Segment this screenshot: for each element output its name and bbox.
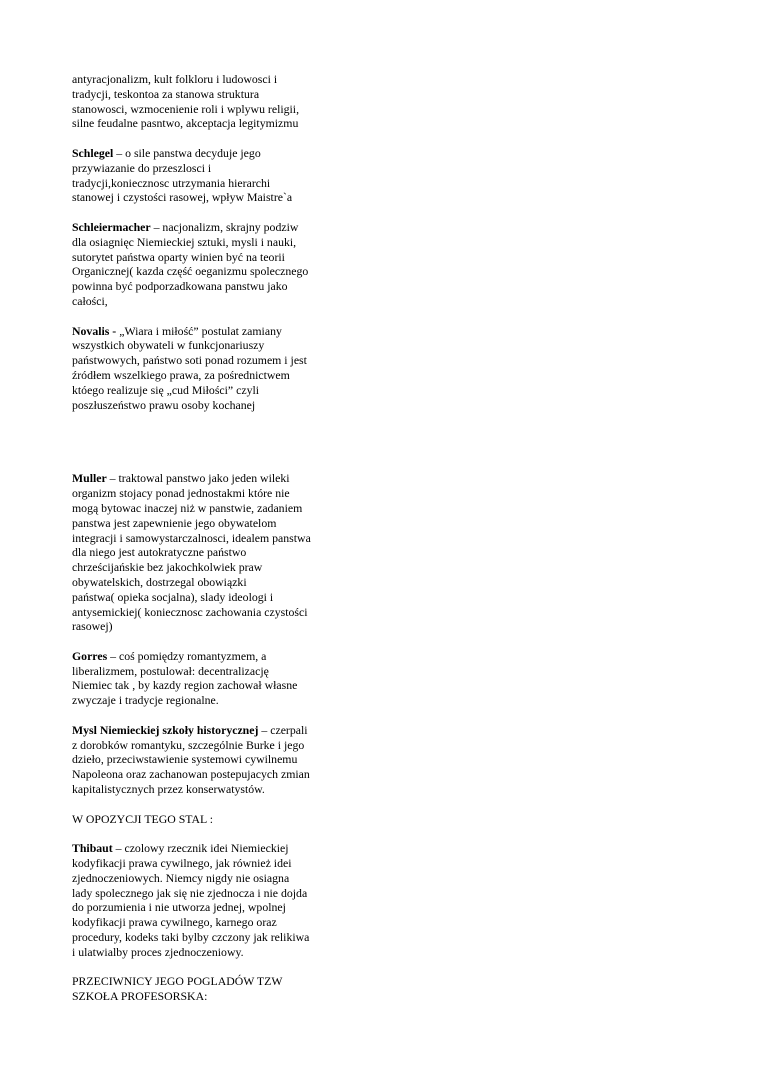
text-line [72, 220, 334, 235]
text-line [72, 72, 334, 87]
text-line [72, 693, 334, 708]
bold-heading-text: Novalis - [72, 323, 120, 338]
text-line [72, 989, 334, 1004]
text-line [72, 146, 334, 161]
text-run: – nacjonalizm, skrajny podziw [150, 219, 299, 234]
paragraph-intro [72, 72, 334, 131]
bold-heading-text: Mysl Niemieckiej szkoły historycznej [72, 722, 259, 737]
text-line [72, 856, 334, 871]
text-run: W OPOZYCJI TEGO STAL : [72, 811, 214, 826]
text-run: organizm stojacy ponad jednostakmi które nie [72, 486, 290, 501]
text-line [72, 486, 334, 501]
text-run: silne feudalne pasntwo, akceptacja legitymizmu [72, 116, 299, 131]
text-run: kapitalistycznych przez konserwatystów. [72, 782, 265, 797]
text-run: integracji i samowystarczalnosci, idealem panstwa [72, 530, 311, 545]
text-line [72, 176, 334, 191]
text-run: – czerpali [258, 722, 308, 737]
paragraph-przeciwnicy [72, 974, 334, 1004]
text-run: antyracjonalizm, kult folkloru i ludowosci i [72, 72, 278, 86]
text-line [72, 368, 334, 383]
text-line [72, 294, 334, 309]
text-line [72, 812, 334, 827]
text-line [72, 338, 334, 353]
text-run: stanowej i czystości rasowej, wpływ Maistre`a [72, 190, 293, 205]
text-line [72, 250, 334, 265]
text-line [72, 471, 334, 486]
text-run: do porzumienia i nie utworza jednej, wpolnej [72, 900, 286, 915]
text-line [72, 945, 334, 960]
text-line [72, 723, 334, 738]
text-run: kodyfikacji prawa cywilnego, jak również idei [72, 856, 292, 871]
text-line [72, 974, 334, 989]
text-run: tradycji,koniecznosc utrzymania hierarchi [72, 175, 271, 190]
text-line [72, 560, 334, 575]
text-line [72, 501, 334, 516]
paragraph-thibaut [72, 841, 334, 959]
paragraph-schlegel [72, 146, 334, 205]
text-run: „Wiara i miłość” postulat zamiany [119, 323, 282, 338]
text-line [72, 398, 334, 413]
text-line [72, 545, 334, 560]
text-line [72, 353, 334, 368]
text-line [72, 516, 334, 531]
bold-heading-text: Schleiermacher [72, 219, 151, 234]
text-run: – coś pomiędzy romantyzmem, a [107, 648, 267, 663]
paragraph-szkola-historyczna [72, 723, 334, 797]
text-line [72, 161, 334, 176]
text-run: dla niego jest autokratyczne państwo [72, 545, 247, 560]
text-line [72, 87, 334, 102]
text-line [72, 383, 334, 398]
text-run: mogą bytowac inaczej niż w panstwie, zadaniem [72, 500, 303, 515]
text-line [72, 190, 334, 205]
text-line [72, 738, 334, 753]
text-run: źródłem wszelkiego prawa, za pośrednictwem [72, 367, 290, 382]
text-line [72, 678, 334, 693]
text-run: SZKOŁA PROFESORSKA: [72, 989, 208, 1004]
text-line [72, 324, 334, 339]
text-run: państwa( opieka socjalna), slady ideologi i [72, 589, 274, 604]
text-line [72, 649, 334, 664]
text-run: z dorobków romantyku, szczególnie Burke i jego [72, 737, 305, 752]
bold-heading-text: Gorres [72, 648, 108, 663]
text-run: rasowej) [72, 619, 113, 634]
text-run: lady spolecznego jak się nie zjednocza i nie dojda [72, 885, 308, 900]
text-line [72, 915, 334, 930]
text-run: i ulatwialby proces zjednoczeniowy. [72, 944, 244, 959]
text-run: przywiazanie do przeszlosci i [72, 160, 212, 175]
text-run: wszystkich obywateli w funkcjonariuszy [72, 338, 265, 353]
text-run: stanowosci, wzmocenienie roli i wplywu religii, [72, 101, 300, 116]
text-line [72, 102, 334, 117]
bold-heading-text: Thibaut [72, 841, 113, 856]
text-run: zwyczaje i tradycje regionalne. [72, 693, 219, 708]
text-line [72, 235, 334, 250]
text-line [72, 116, 334, 131]
paragraph-gorres [72, 649, 334, 708]
text-line [72, 531, 334, 546]
text-run: liberalizmem, postulował: decentralizację [72, 663, 269, 678]
text-line [72, 782, 334, 797]
paragraph-schleiermacher [72, 220, 334, 309]
text-run: PRZECIWNICY JEGO POGLADÓW TZW [72, 974, 283, 989]
text-line [72, 590, 334, 605]
text-run: dla osiagnięc Niemieckiej sztuki, mysli i nauki, [72, 234, 297, 249]
text-line [72, 871, 334, 886]
text-line [72, 886, 334, 901]
document-body [72, 72, 334, 1019]
text-line [72, 619, 334, 634]
text-run: chrześcijańskie bez jakochkolwiek praw [72, 560, 263, 575]
text-line [72, 575, 334, 590]
paragraph-opozycja [72, 812, 334, 827]
text-line [72, 841, 334, 856]
text-run: Organicznej( kazda część oeganizmu spolecznego [72, 264, 309, 279]
text-run: całości, [72, 293, 108, 308]
text-run: któego realizuje się „cud Miłości” czyli [72, 382, 260, 397]
text-line [72, 752, 334, 767]
paragraph-muller [72, 471, 334, 634]
paragraph-novalis [72, 324, 334, 413]
bold-heading-text: Schlegel [72, 145, 114, 160]
text-run: panstwa jest zapewnienie jego obywatelom [72, 515, 277, 530]
text-run: – czolowy rzecznik idei Niemieckiej [112, 841, 289, 856]
text-line [72, 930, 334, 945]
text-run: powinna być podporzadkowana panstwu jako [72, 279, 288, 294]
text-line [72, 664, 334, 679]
text-run: poszłuszeństwo prawu osoby kochanej [72, 397, 256, 412]
text-line [72, 264, 334, 279]
text-run: antysemickiej( koniecznosc zachowania czystości [72, 604, 308, 619]
text-run: zjednoczeniowych. Niemcy nigdy nie osiagna [72, 870, 290, 885]
text-run: dzieło, przeciwstawienie systemowi cywilnemu [72, 752, 298, 767]
text-run: państwowych, państwo soti ponad rozumem i jest [72, 353, 307, 368]
text-line [72, 279, 334, 294]
text-run: sutorytet państwa oparty winien być na teorii [72, 249, 285, 264]
text-run: – o sile panstwa decyduje jego [113, 145, 261, 160]
text-run: obywatelskich, dostrzegal obowiązki [72, 574, 247, 589]
text-run: Napoleona oraz zachanowan postepujacych zmian [72, 767, 310, 782]
bold-heading-text: Muller [72, 471, 107, 486]
text-run: Niemiec tak , by kazdy region zachował własne [72, 678, 298, 693]
text-line [72, 900, 334, 915]
text-line [72, 767, 334, 782]
text-run: kodyfikacji prawa cywilnego, karnego oraz [72, 915, 277, 930]
text-run: tradycji, teskontoa za stanowa struktura [72, 86, 260, 101]
text-run: procedury, kodeks taki bylby czczony jak relikiwa [72, 930, 310, 945]
text-run: – traktowal panstwo jako jeden wileki [106, 471, 290, 486]
text-line [72, 605, 334, 620]
